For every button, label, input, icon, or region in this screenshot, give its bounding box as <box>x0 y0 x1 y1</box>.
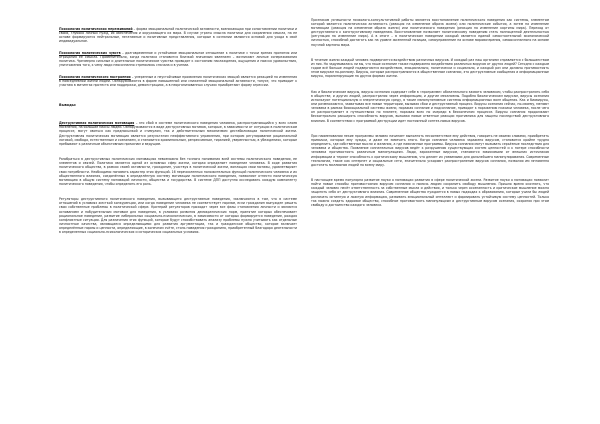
paragraph-political-feelings <box>59 51 297 67</box>
paragraph-political-experiences <box>59 27 297 43</box>
paragraph-political-mood <box>59 75 297 87</box>
term-political-mood: Психология политического настроения <box>59 74 131 79</box>
conclusions-heading: Выводы: <box>59 103 77 108</box>
paragraph-understanding-system: Разобраться в деструктивных политических мотивациях невозможно без точного понимания всей системы политического поведения, ее элементов и связей. Политика является одной из основных сфер жизни, которая определяет поведение человека. В ходе развития политического общества, в рамках своей активности, гражданин, участвуя в политической жизни, воплощая свои мотивы, удовлетворяет свои потребности. Необходимо понимать характер этих функций. 16 перечисленных положительных функций политического человека и их общественного влияния, соединённых в определённую систему мотивации политического поведения, позволяют отнести политическую мотивацию в общую систему мотиваций личности, общества и государства. В системе ДПП доступно исследовать каждую компоненту политического поведения, чтобы определить его роль. <box>59 157 297 186</box>
left-column <box>59 18 297 237</box>
paragraph-biological-analogy: Как и биологические вирусы, вирусы сознания содержат себе в «программе» обязательного захвата человеком, чтобы распространять себя в обществе, и других людей, распространяя через информацию, и другие механизмы. Подобно биологическим вирусам, вирусы сознания используют потенциальную и энергетическую среду, в такие манипулятивные системы информационных волн общения. Как и биовирусы, они размножаются, захватывая все новые территории, вызывая сбои и деструктивный процесс. Вирусы сознания сейчас, по-своему, меняют человека в рамках биосоциальной системы жизни, поражая сознание и подсознание, приводят к поражению психики человека, после чего он распространяет в путешествиях по планете, поражая всех по очереди в бесконечном процессе. Вирусы сознания продолжают бесконтрольно расширять способность вирусов, вызывая новые ответные реакции противника для защиты последствий деструктивного влияния. В соответствии с программой деструкции идет постоянный синтез-новых вирусов. <box>311 89 549 123</box>
text-political-experiences: – форма эмоциональной политической активности, возникающая при сопоставлении политики и своих, глубоко личных нужд, их обеспечения и окружающего их мира. В случае утраты смысла политики для сохранения смысла, на ее основе формируются нейтральные, негативные и позитивные представления, которые в сознании являются основой для ухода в своё индивидуальное. <box>59 27 298 44</box>
text-political-mood: – умеренные и неустойчивые проявления политических эмоций является реакцией на изменения в повседневной жизни людей. Обнаруживаются в форме повышенной или сниженной эмоциональной активности, тонусе, что приводит к участию в митингах протеста или поддержки, демонстрациях, а в неорганизованных случаях приобретают форму агрессии. <box>59 74 298 87</box>
term-destructive-motivation: Деструктивная политическая мотивация <box>59 121 135 126</box>
paragraph-regulators: Регуляторы деструктивного политического поведения, вызывающего деструктивные поведения, заключаются в том, что в системе отношений в условиях жесткой конкуренции, или когда поведение человека не соответствует нормам, если гражданин вынужден решать свои собственные проблемы в политической сфере. Критерий регуляторов проходит через все фазы становления личности и являются основанием и побудительным мотивом для поведения, в условиях развития демократических норм, принятие которых обеспечивает рациональное поведение, развитие либеральных социально-психологических, в зависимости от которых формируется поведение, рождая конфликтные ситуации. Для различения этих функций, которые будут способствовать анализу проблемы нужно учитывать как отдельные личностные качества, являющиеся определяющими для развития аргументации, так и гражданское общество, которое включает определённые нормы и ценности, определяющие, в конечном счёте, стиль поведения гражданина, приобретенный благодаря деятельности в определенных социально-психологических и исторических социальных условиях. <box>59 197 297 235</box>
text-destructive-motivation: – это сбой в системе политического поведения человека, распространяющийся у всех слоев населения, на большие массы людей. Обнаруживаются в виде деструктивных мотивов, которые, в зависимости от ситуации в политическом процессе, могут явиться как предпосылкой и стимулом, так и действительным механизмом дестабилизации политической жизни. Деструктивная политическая мотивация является результатом неэффективного управления, при котором регулирование рациональной логикой, свобода, естественным и сознанием, и становится криминальным, репрессивным, тиранией, уверенностью, в убеждениях, которые пребывают к различным объективным причинам и ведущим. <box>59 121 297 146</box>
paragraph-current-science: В настоящее время популярна развитие науки о мотивации развития в сфере политической жизни. Развитие науки о мотивации позволит найти новые способы противостояния вирусам сознания и помочь людям сохранить свободу мышления. Пришло время осознать, что каждый человек несёт ответственность за собственные мысли и действия, и только через осознанность и критическое мышление можно защитить себя от деструктивного влияния. Современное общество нуждается в новых подходах к образованию, которые учили бы людей различать истинную и ложную информацию, развивать эмоциональный интеллект и формировать устойчивую систему ценностей. Только так можно создать здоровое общество, способное противостоять манипуляциям и деструктивным вирусам сознания, сохраняя при этом свободу и достоинство каждого человека. <box>311 178 549 207</box>
paragraph-counseling-success: Признаком успешности психолого-консультативной работы является восстановление политического поведения как системы, элементом которой является политическая активность (реакция на изменение образа жизни) или политические события, а затем на изменение мотивации (реакция на изменение образа жизни) или политического поведения (реакция на изменение картины мира). Переход от деструктивного к конструктивному поведению. Восстановление позволяет политическому поведению стать полноценной деятельностью (регуляция на изменение мира). А в итоге – в политическом поведении каждый является единой самостоятельной экономической личностью, способной достигать как на уровне жизненной позиции, самоуправление на основе мировоззрения, самоосознанного на основе научной картины мира. <box>311 18 549 47</box>
paragraph-program-effects: При наименовании некие программы человек начинает выполнять несоответствие ему действия, говорить не своими словами, приобретать привычки, которые ему чужды, и даже не замечать этого. Когда сознание человека заражено вирусом, становится крайне трудно определить, где собственные мысли и желания, а где навязанные программы. Вирусы сознания могут вызывать серьёзные последствия для человека и общества. Появление сознательных вирусов ведёт к разрушению существующих систем ценностей и к потере способности человека противостоять различным манипуляциям. Люди, зараженные вирусом, становятся зависимыми от внешних источников информации и теряют способность к критическому мышлению, что делает их уязвимыми для дальнейшего манипулирования. Современные технологии, такие как интернет и социальные сети, значительно ускоряют распространение вирусов сознания, позволяя им мгновенно достигать миллионов людей по всему миру. <box>311 134 549 167</box>
paragraph-destructive-motivation <box>59 121 297 146</box>
term-political-feelings: Психология политических чувств <box>59 50 121 55</box>
paragraph-viruses-intro: В течение жизни каждый человек подвергается воздействию различных вирусов. И каждый раз наш организм справляется с большинством из них. Но задумывались ли вы, что наше сознание также подвержено воздействию различных вирусов от других людей? Сегодня с каждым годом всё больше людей подвергаются воздействию, эмоционально, политически и социально, и каждый раз они должны противостоять этим вирусам по-разному. Вирусы, которые распространяются в общественном сознании, это деструктивные сообщения и информационные вирусы, паразитирующие на других формах жизни. <box>311 58 549 79</box>
right-column <box>311 18 549 209</box>
text-political-feelings: – долговременное и устойчивое эмоциональное отношение к политике с точки зрения принятия или отрицания ее смысла. Применительно, когда политика становится близкой значимым явлением – возникают личные сопереживания политика. Чрезмерно сильные и длительные политические чувства приводят к состоянию наслаждения, ощущения и поиска удовольствия, уничтожения того, к чему люди неосознанно стремились сначала и в учении. <box>59 50 298 68</box>
term-political-experiences: Психология политических переживаний <box>59 27 133 31</box>
